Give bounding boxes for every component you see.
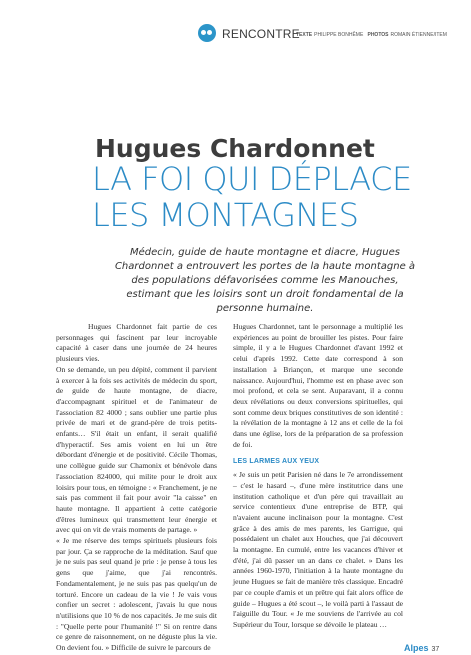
page-header: [0, 0, 471, 48]
photo-credit-name: ROMAIN ÉTIENNE/ITEM: [390, 32, 447, 38]
body-paragraph: « Je me réserve des temps spirituels plusieurs fois par jour. Ça se rapproche de la méditation. Sauf que je ne suis pas seul quand je prie : je pense à tous les gens que j'aime, que j'ai rencontrés. Fondamentalement, je ne suis pas pas quelqu'un de torturé. Encore un cadeau de la vie ! Je vais vous confier un secret : adolescent, j'avais lu que nous n'utilisions que 10 % de nos capacités. Je me suis dit : "Quelle perte pour l'humanité !" Si on rentre dans ce genre de raisonnement, on ne déguste plus la vie. On devient fou. » Difficile de suivre le parcours de: [56, 536, 217, 653]
page-footer: [404, 638, 439, 655]
left-column: [56, 322, 217, 654]
photo-credit-label: PHOTOS: [367, 32, 389, 38]
page-number: 37: [431, 646, 440, 653]
title-line-1: LA FOI QUI DÉPLACE: [92, 160, 412, 198]
section-label: RENCONTRE: [222, 27, 300, 41]
text-credit-name: PHILIPPE BONHÊME: [314, 32, 364, 38]
body-paragraph: On se demande, un peu dépité, comment il parvient à exercer à la fois ses activités de médecin du sport, de guide de haute montagne, de diacre, d'accompagnant spirituel et de l'animateur de l'association 82 4000 ; sans oublier une partie plus privée de mari et de grand-père de trois petits-enfants… S'il était un enfant, il serait qualifié d'hyperactif. Ses amis voient en lui un être débordant d'énergie et de positivité. Cécile Thomas, une collègue guide sur Chamonix et bénévole dans l'association 824000, qui milite pour le droit aux loisirs pour tous, en témoigne : « Franchement, je ne sais pas comment il fait pour avoir "la caisse" en haute montagne. Il appartient à cette catégorie d'êtres lumineux qui transmettent leur énergie et avec qui on vit de vrais moments de partage. »: [56, 364, 217, 535]
section-subheading: LES LARMES AUX YEUX: [233, 458, 320, 466]
body-paragraph: « Je suis un petit Parisien né dans le 7e arrondissement – c'est le hasard –, d'une mère institutrice dans une institution catholique et d'un père qui travaillait au service contentieux d'une entreprise de BTP, qui n'avaient aucune inclinaison pour la montagne. C'est grâce à des amis de mes parents, les Garrigue, qui possédaient un chalet aux Houches, que j'ai découvert la montagne. En cumulé, entre les vacances d'hiver et d'été, j'ai dû passer un an dans ce chalet. » Dans les années 1960-1970, l'initiation à la haute montagne du jeune Hugues se fait de manière très classique. Encadré par ce couple d'amis et un prêtre qui fait alors office de guide – Hugues a été scout –, le voilà parti à l'assaut de l'aiguille du Tour. « Je me souviens de l'arrivée au col Supérieur du Tour, lorsque se dévoile le plateau …: [233, 470, 403, 629]
title-line-2: LES MONTAGNES: [92, 196, 359, 234]
subject-name: Hugues Chardonnet: [95, 134, 375, 163]
lead-paragraph: Médecin, guide de haute montagne et diacre, Hugues Chardonnet a entrouvert les portes de la haute montagne à des populations défavorisées comme les Manouches, estimant que les loisirs sont un droit fondamental de la personne humaine.: [114, 247, 416, 314]
magazine-name: Alpes: [404, 643, 429, 653]
body-paragraph: Hugues Chardonnet fait partie de ces personnages qui fascinent par leur incroyable capacité à caser dans une journée de 24 heures plusieurs vies.: [56, 322, 217, 364]
credits: [296, 32, 447, 38]
rencontre-logo-icon: [198, 24, 216, 42]
text-credit-label: TEXTE: [296, 32, 313, 38]
right-column: [233, 322, 403, 631]
body-paragraph: Hugues Chardonnet, tant le personnage a multiplié les expériences au point de brouiller les pistes. Pour faire simple, il y a le Hugues Chardonnet d'avant 1992 et celui d'après 1992. Cette date correspond à son installation à Briançon, et marque une seconde naissance. Aujourd'hui, l'homme est en phase avec son moi profond, et cela se sent. Auparavant, il a connu deux révélations ou deux conversions spirituelles, qui sont comme deux briques constitutives de son identité : la révélation de la montagne à 12 ans et celle de la foi dans une église, lors de la préparation de sa profession de foi.: [233, 322, 403, 449]
